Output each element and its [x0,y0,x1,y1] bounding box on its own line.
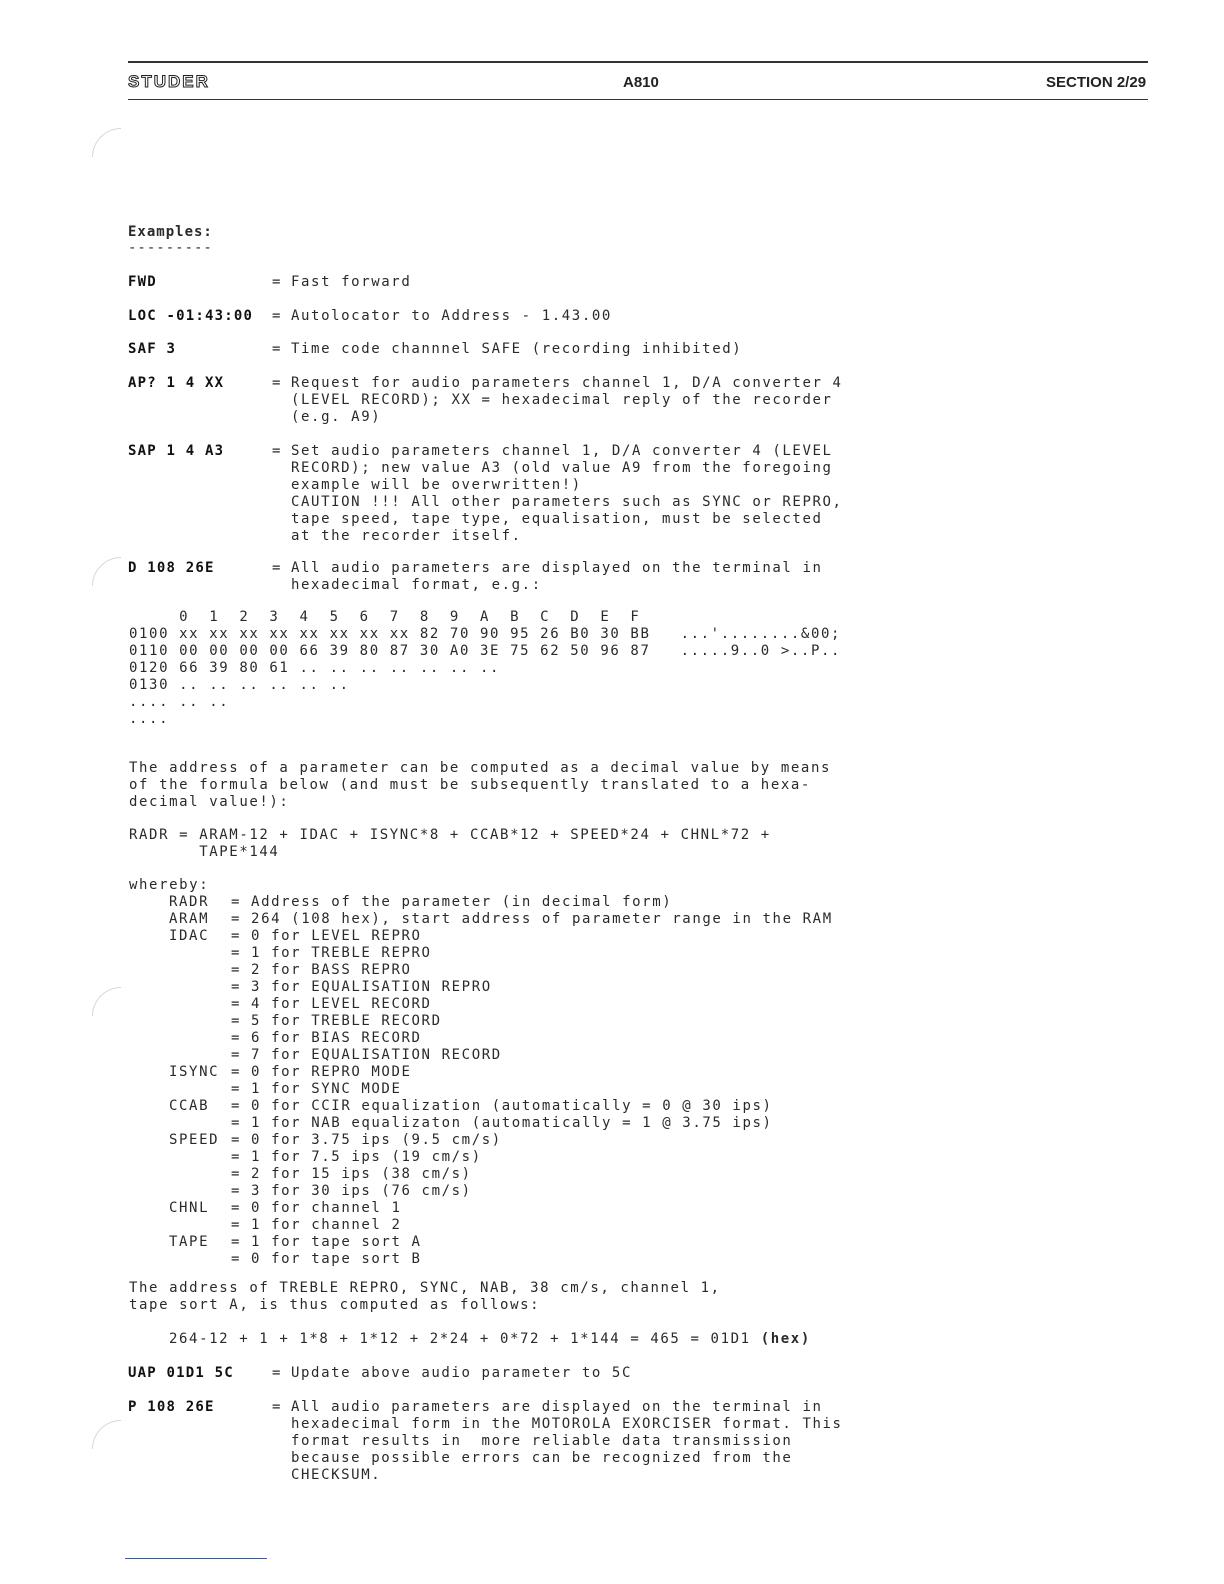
variable-value: = 0 for LEVEL REPRO [231,928,422,944]
definition-row [129,1030,422,1047]
equals-sign: = [272,274,281,290]
formula-line: TAPE*144 [129,844,280,860]
description-line: (LEVEL RECORD); XX = hexadecimal reply of the recorder [291,392,833,408]
variable-definitions [129,877,833,1268]
hex-suffix: (hex) [760,1331,811,1347]
description-line: CAUTION !!! All other parameters such as SYNC or REPRO, [291,494,843,510]
description-line: example will be overwritten!) [291,477,582,493]
description-line: hexadecimal format, e.g.: [291,577,542,593]
description-line: All audio parameters are displayed on the terminal in [291,1399,823,1415]
hex-dump-line: 0110 00 00 00 00 66 39 80 87 30 A0 3E 75 62 50 96 87 .....9..0 >..P.. [129,643,842,659]
scan-mark [92,557,121,586]
variable-value: = 0 for CCIR equalization (automatically = 0 @ 30 ips) [231,1098,773,1114]
address-formula [129,827,771,861]
hex-dump-line: 0100 xx xx xx xx xx xx xx xx 82 70 90 95 26 B0 30 BB ...'........&00; [129,626,842,642]
description-line: hexadecimal form in the MOTOROLA EXORCISER format. This [291,1416,843,1432]
description-line: Request for audio parameters channel 1, D/A converter 4 [291,375,843,391]
description-line: Time code channnel SAFE (recording inhibited) [291,341,743,357]
definition-row [129,1200,402,1217]
variable-value: = 2 for 15 ips (38 cm/s) [231,1166,472,1182]
command-fwd: FWD [128,274,157,290]
header-top-rule [128,61,1148,63]
definition-row [129,911,833,928]
description-line: CHECKSUM. [291,1467,382,1483]
definition-row [129,1217,402,1234]
variable-value: = 2 for BASS REPRO [231,962,412,978]
calculation-intro [129,1280,721,1314]
definition-row [129,996,432,1013]
definition-row [129,894,673,911]
description-line: Fast forward [291,274,412,290]
examples-heading: Examples: [128,224,213,240]
formula-line: RADR = ARAM-12 + IDAC + ISYNC*8 + CCAB*12 + SPEED*24 + CHNL*72 + [129,827,771,843]
description-line: tape speed, tape type, equalisation, must be selected [291,511,823,527]
variable-value: = 1 for tape sort A [231,1234,422,1250]
description-line: Autolocator to Address - 1.43.00 [291,308,612,324]
variable-value: = 7 for EQUALISATION RECORD [231,1047,502,1063]
command-sap: SAP 1 4 A3 [128,443,225,459]
definition-row [129,1013,442,1030]
description-line: (e.g. A9) [291,409,382,425]
model-label: A810 [623,74,659,91]
paragraph-line: The address of a parameter can be computed as a decimal value by means [129,760,832,776]
description-line: format results in more reliable data transmission [291,1433,793,1449]
command-print: P 108 26E [128,1399,215,1415]
definition-row [129,1183,472,1200]
variable-name: ARAM [169,911,210,927]
examples-heading-underline: --------- [128,240,213,256]
variable-value: = 1 for channel 2 [231,1217,402,1233]
paragraph-line: The address of TREBLE REPRO, SYNC, NAB, 38 cm/s, channel 1, [129,1280,721,1296]
command-display: D 108 26E [128,560,215,576]
hex-dump-line: 0 1 2 3 4 5 6 7 8 9 A B C D E F [129,609,641,625]
command-description [291,1399,843,1484]
definition-row [129,962,412,979]
variable-value: = 0 for REPRO MODE [231,1064,412,1080]
command-uap: UAP 01D1 5C [128,1365,234,1381]
description-line: because possible errors can be recognized from the [291,1450,793,1466]
variable-name: TAPE [169,1234,210,1250]
variable-value: = Address of the parameter (in decimal form) [231,894,673,910]
command-description [291,560,823,594]
hex-dump-line: 0130 .. .. .. .. .. .. [129,677,350,693]
variable-value: = 1 for SYNC MODE [231,1081,402,1097]
definition-row [129,1064,412,1081]
description-line: at the recorder itself. [291,528,522,544]
variable-value: = 5 for TREBLE RECORD [231,1013,442,1029]
definition-row [129,1081,402,1098]
command-description [291,375,843,426]
description-line: Update above audio parameter to 5C [291,1365,632,1381]
equals-sign: = [272,375,281,391]
studer-logo: STUDER [128,72,210,91]
hex-dump-line: 0120 66 39 80 61 .. .. .. .. .. .. .. [129,660,501,676]
equals-sign: = [272,443,281,459]
command-ap-query: AP? 1 4 XX [128,375,225,391]
variable-name: RADR [169,894,210,910]
equals-sign: = [272,1365,281,1381]
command-saf: SAF 3 [128,341,177,357]
description-line: All audio parameters are displayed on the terminal in [291,560,823,576]
variable-name: CCAB [169,1098,210,1114]
command-description [291,341,742,358]
header-bottom-rule [128,99,1148,100]
description-line: Set audio parameters channel 1, D/A converter 4 (LEVEL [291,443,833,459]
definition-row [129,1234,422,1251]
formula-intro-paragraph [129,760,831,811]
hex-dump-line: .... [129,711,170,727]
hex-dump [129,609,841,728]
variable-value: = 3 for EQUALISATION REPRO [231,979,492,995]
scan-mark [92,128,121,157]
command-description [291,1365,632,1382]
definition-row [129,1149,482,1166]
paragraph-line: tape sort A, is thus computed as follows: [129,1297,541,1313]
definition-row [129,1047,502,1064]
equals-sign: = [272,560,281,576]
command-loc: LOC -01:43:00 [128,308,254,324]
variable-value: = 264 (108 hex), start address of parameter range in the RAM [231,911,833,927]
scan-mark [92,987,121,1016]
command-description [291,308,612,325]
definition-row [129,1115,773,1132]
definition-row [129,945,432,962]
scan-mark [92,1420,121,1449]
equals-sign: = [272,1399,281,1415]
definition-row [129,928,422,945]
whereby-label: whereby: [129,877,210,893]
command-description [291,443,843,545]
variable-name: IDAC [169,928,210,944]
definition-row [129,1132,502,1149]
definition-row [129,1166,472,1183]
variable-name: ISYNC [169,1064,220,1080]
footer-line [125,1558,267,1559]
definition-row [129,1251,422,1268]
variable-name: CHNL [169,1200,210,1216]
paragraph-line: of the formula below (and must be subsequently translated to a hexa- [129,777,811,793]
variable-value: = 6 for BIAS RECORD [231,1030,422,1046]
variable-value: = 1 for TREBLE REPRO [231,945,432,961]
variable-value: = 1 for NAB equalizaton (automatically = 1 @ 3.75 ips) [231,1115,773,1131]
equals-sign: = [272,341,281,357]
description-line: RECORD); new value A3 (old value A9 from the foregoing [291,460,833,476]
variable-value: = 0 for tape sort B [231,1251,422,1267]
variable-name: SPEED [169,1132,220,1148]
variable-value: = 1 for 7.5 ips (19 cm/s) [231,1149,482,1165]
paragraph-line: decimal value!): [129,794,290,810]
definition-row [129,1098,773,1115]
variable-value: = 0 for channel 1 [231,1200,402,1216]
variable-value: = 3 for 30 ips (76 cm/s) [231,1183,472,1199]
equals-sign: = [272,308,281,324]
calculation-terms: 264-12 + 1 + 1*8 + 1*12 + 2*24 + 0*72 + 1*144 = 465 = 01D1 [169,1331,751,1347]
variable-value: = 4 for LEVEL RECORD [231,996,432,1012]
command-description [291,274,411,291]
hex-dump-line: .... .. .. [129,694,230,710]
section-label: SECTION 2/29 [1046,74,1147,91]
variable-value: = 0 for 3.75 ips (9.5 cm/s) [231,1132,502,1148]
definition-row [129,979,492,996]
calculation-expression [169,1331,811,1348]
